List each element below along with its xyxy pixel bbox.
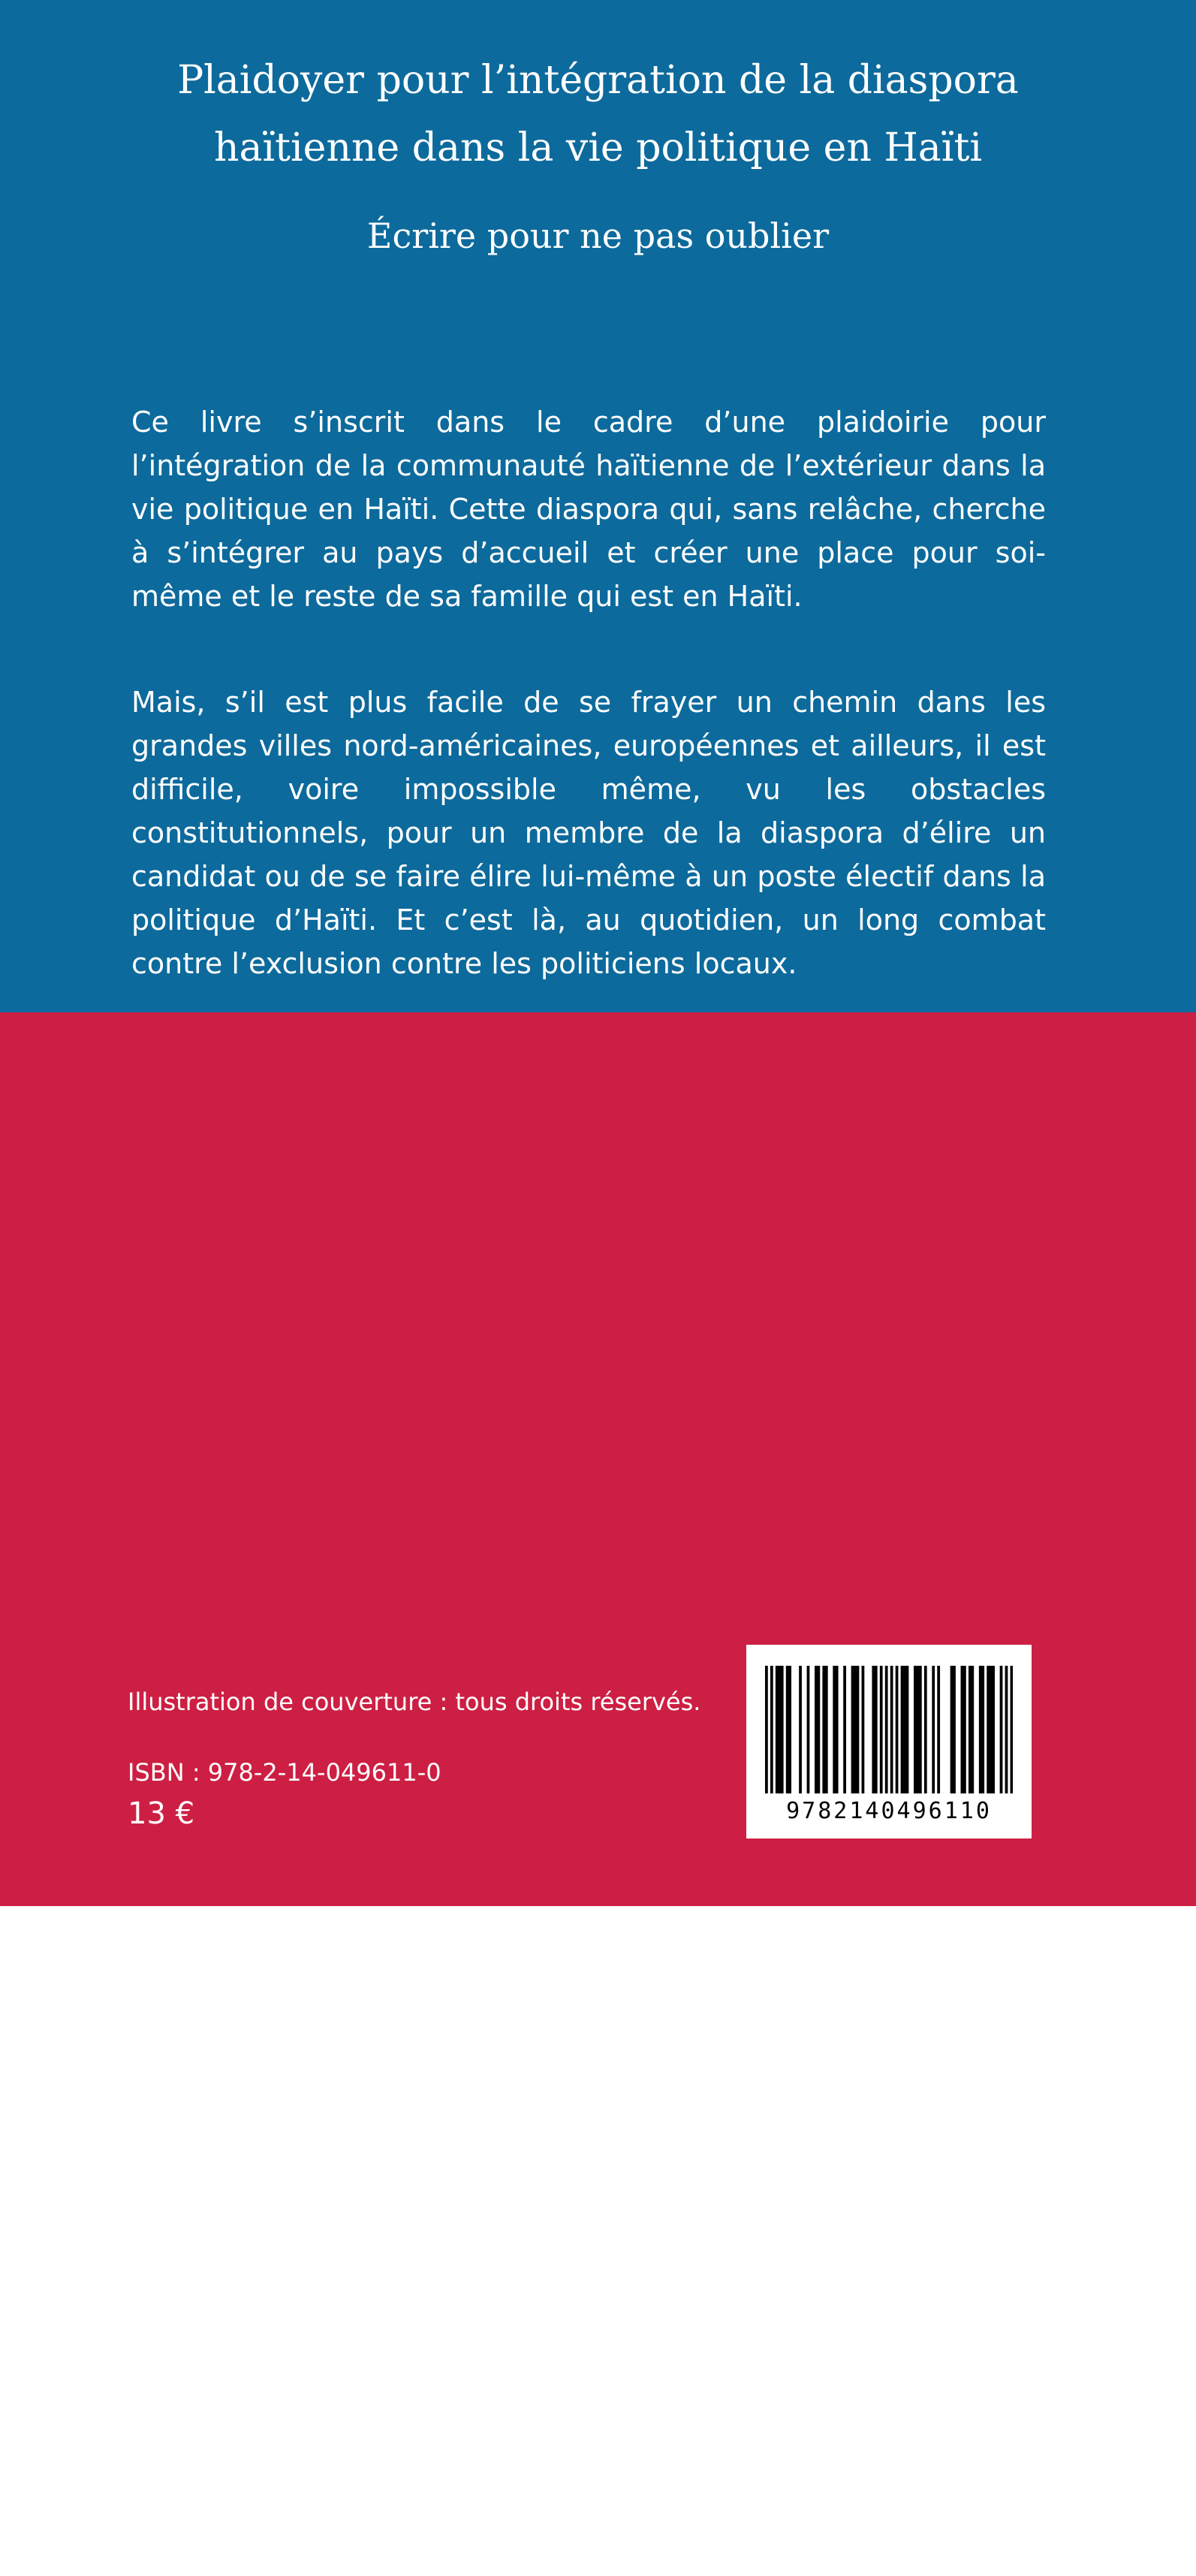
author-name: Jean-Baptise Esau [131, 2146, 429, 2179]
barcode-bar [890, 1666, 893, 1793]
barcode-digits: 9782140496110 [786, 1798, 992, 1824]
barcode-bar [937, 1666, 940, 1793]
author-works: The Rise, the fall and the failing of JB Aristide, Comprendre les élections présidentielles aux Etats-Unis ; Haïti 7 février 1986-7 février 2015 : Vingt-neuf ans d’échec démocratique ; Haïti, ce pays de contrastes ; Pour mieux comprendre les élections présidentielles américaines ; Essai sur l’impact du double langage de l’international ; Comprendre les Présidentielles américaines 2020 en pleine crise sanitaire, [131, 2233, 1046, 2571]
barcode-bar [903, 1666, 906, 1793]
barcode-bar [1000, 1666, 1003, 1793]
barcode-bar [1011, 1666, 1013, 1793]
barcode-bar [786, 1666, 789, 1793]
barcode-bar [919, 1666, 922, 1793]
barcode-bar [857, 1666, 860, 1793]
barcode-bar [770, 1666, 773, 1793]
barcode-bar [778, 1666, 781, 1793]
barcode-bar [901, 1666, 904, 1793]
barcode-bars [765, 1666, 1013, 1793]
author-bio-intro: a enseigné plusieurs années la science politique dans des universités privées et publiques d’Haïti. Il est également l’auteur de [131, 2146, 1046, 2266]
barcode-bar [992, 1666, 995, 1793]
barcode-bar [971, 1666, 974, 1793]
author-last-work: Le coup d’État du 30 septembre 1991. [387, 2538, 938, 2571]
barcode-bar [961, 1666, 964, 1793]
barcode-bar [932, 1666, 935, 1793]
isbn: ISBN : 978-2-14-049611-0 [128, 1758, 441, 1787]
barcode-bar [817, 1666, 820, 1793]
barcode-bar [765, 1666, 768, 1793]
barcode-bar [776, 1666, 779, 1793]
summary-paragraph-1: Ce livre s’inscrit dans le cadre d’une plaidoirie pour l’intégration de la communauté haïtienne de l’extérieur dans la vie politique en Haïti. Cette diaspora qui, sans relâche, cherche à s’intégrer au pays d’accueil et créer une place pour soi-même et le reste de sa famille qui est en Haïti. [131, 406, 1046, 613]
price: 13 € [128, 1796, 195, 1831]
barcode-bar [781, 1666, 784, 1793]
book-title [0, 47, 1196, 182]
barcode-bar [906, 1666, 909, 1793]
title-line-2: haïtienne dans la vie politique en Haïti [214, 125, 982, 170]
author-connector: et [341, 2538, 388, 2571]
barcode-bar [836, 1666, 839, 1793]
barcode-bar [1005, 1666, 1008, 1793]
barcode-bar [799, 1666, 802, 1793]
barcode-bar [833, 1666, 836, 1793]
barcode-bar [987, 1666, 990, 1793]
barcode-bar [885, 1666, 888, 1793]
barcode-bar [990, 1666, 993, 1793]
barcode-bar [807, 1666, 810, 1793]
barcode-bar [875, 1666, 878, 1793]
barcode-bar [969, 1666, 972, 1793]
summary-paragraph-2: Mais, s’il est plus facile de se frayer un chemin dans les grandes villes nord-américaines, européennes et ailleurs, il est difficile, voire impossible même, vu les obstacles constitutionnels, pour un membre de la diaspora d’élire un candidat ou de se faire élire lui-même à un poste électif dans la politique d’Haïti. Et c’est là, au quotidien, un long combat contre l’exclusion contre les politiciens locaux. [131, 686, 1046, 980]
barcode-bar [950, 1666, 953, 1793]
author-bio [131, 2140, 1046, 2576]
barcode-bar [924, 1666, 927, 1793]
barcode-bar [851, 1666, 854, 1793]
barcode-bar [896, 1666, 899, 1793]
barcode-bar [953, 1666, 956, 1793]
book-subtitle: Écrire pour ne pas oublier [366, 216, 830, 256]
title-line-1: Plaidoyer pour l’intégration de la diaspora [177, 58, 1019, 103]
barcode-bar [872, 1666, 875, 1793]
barcode-bar [916, 1666, 919, 1793]
barcode-bar [843, 1666, 846, 1793]
barcode-bar [981, 1666, 984, 1793]
barcode-bar [822, 1666, 825, 1793]
barcode-bar [862, 1666, 865, 1793]
barcode-bar [914, 1666, 917, 1793]
barcode-bar [963, 1666, 966, 1793]
author-panel [0, 1012, 1196, 2571]
summary-panel [0, 0, 1196, 1012]
barcode-bar [880, 1666, 883, 1793]
barcode-bar [825, 1666, 828, 1793]
illustration-credit: Illustration de couverture : tous droits réservés. [128, 1688, 701, 1716]
barcode-bar [788, 1666, 791, 1793]
barcode-bar [854, 1666, 857, 1793]
barcode-bar [979, 1666, 982, 1793]
barcode-bar [815, 1666, 818, 1793]
barcode [746, 1645, 1032, 1838]
